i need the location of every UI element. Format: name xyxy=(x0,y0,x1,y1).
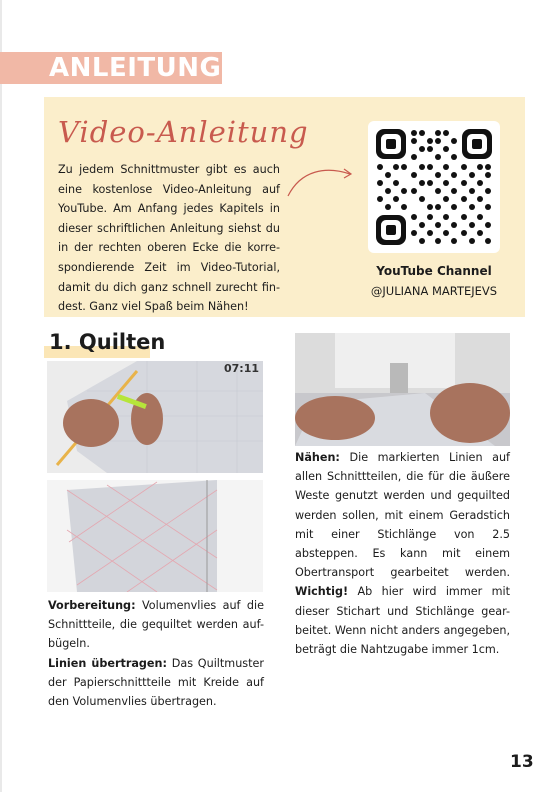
page-edge xyxy=(0,0,2,792)
photo-chalk-marking xyxy=(47,361,263,473)
label-preparation: Vorbereitung: xyxy=(48,599,136,612)
text-sewing: Die markierten Linien auf allen Schnittteilen, die für die äußere Weste genutzt werden und gequilted werden sollen, mit einem Geradstich mit einer Stichlänge von 2.5 absteppen. Es kann mit einem Obertransport gearbeitet werden. xyxy=(295,451,510,580)
youtube-channel-label: YouTube Channel xyxy=(376,264,492,278)
right-instructions xyxy=(295,448,510,659)
left-instructions xyxy=(48,596,264,711)
video-box-title: Video-Anleitung xyxy=(58,115,309,149)
qr-code[interactable] xyxy=(368,121,500,253)
page-title: ANLEITUNG xyxy=(49,53,222,83)
section-title: 1. Quilten xyxy=(49,330,166,354)
label-sewing: Nähen: xyxy=(295,451,340,464)
video-box-paragraph: Zu jedem Schnittmuster gibt es auch eine kostenlose Video-Anleitung auf YouTube. Am Anfang jedes Kapitels in dieser schriftlichen Anleitung siehst du in der rechten oberen Ecke die korre- spondierende Zeit im Video-Tutorial, damit du dich ganz schnell zurecht fin- dest. Ganz viel Spaß beim Nähen! xyxy=(58,163,280,314)
photo-sewing-machine xyxy=(295,333,510,446)
label-important: Wichtig! xyxy=(295,585,349,599)
text-preparation: Volumenvlies auf die Schnittteile, die gequiltet werden auf- bügeln. xyxy=(48,599,264,651)
photo-quilt-pattern xyxy=(47,480,263,592)
qr-code-icon xyxy=(368,121,500,253)
text-transfer-lines: Das Quiltmuster der Papierschnittteile mit Kreide auf den Volumenvlies übertragen. xyxy=(48,656,264,709)
text-important: Ab hier wird immer mit dieser Stichart und Stichlänge gear- beitet. Wenn nicht anders angegeben, beträgt die Nahtzugabe immer 1cm. xyxy=(295,585,510,657)
video-timestamp: 07:11 xyxy=(224,362,260,375)
youtube-handle[interactable]: @JULIANA MARTEJEVS xyxy=(370,284,498,298)
page-number: 13 xyxy=(510,752,534,772)
label-transfer-lines: Linien übertragen: xyxy=(48,656,167,670)
curved-arrow-icon xyxy=(286,160,356,200)
